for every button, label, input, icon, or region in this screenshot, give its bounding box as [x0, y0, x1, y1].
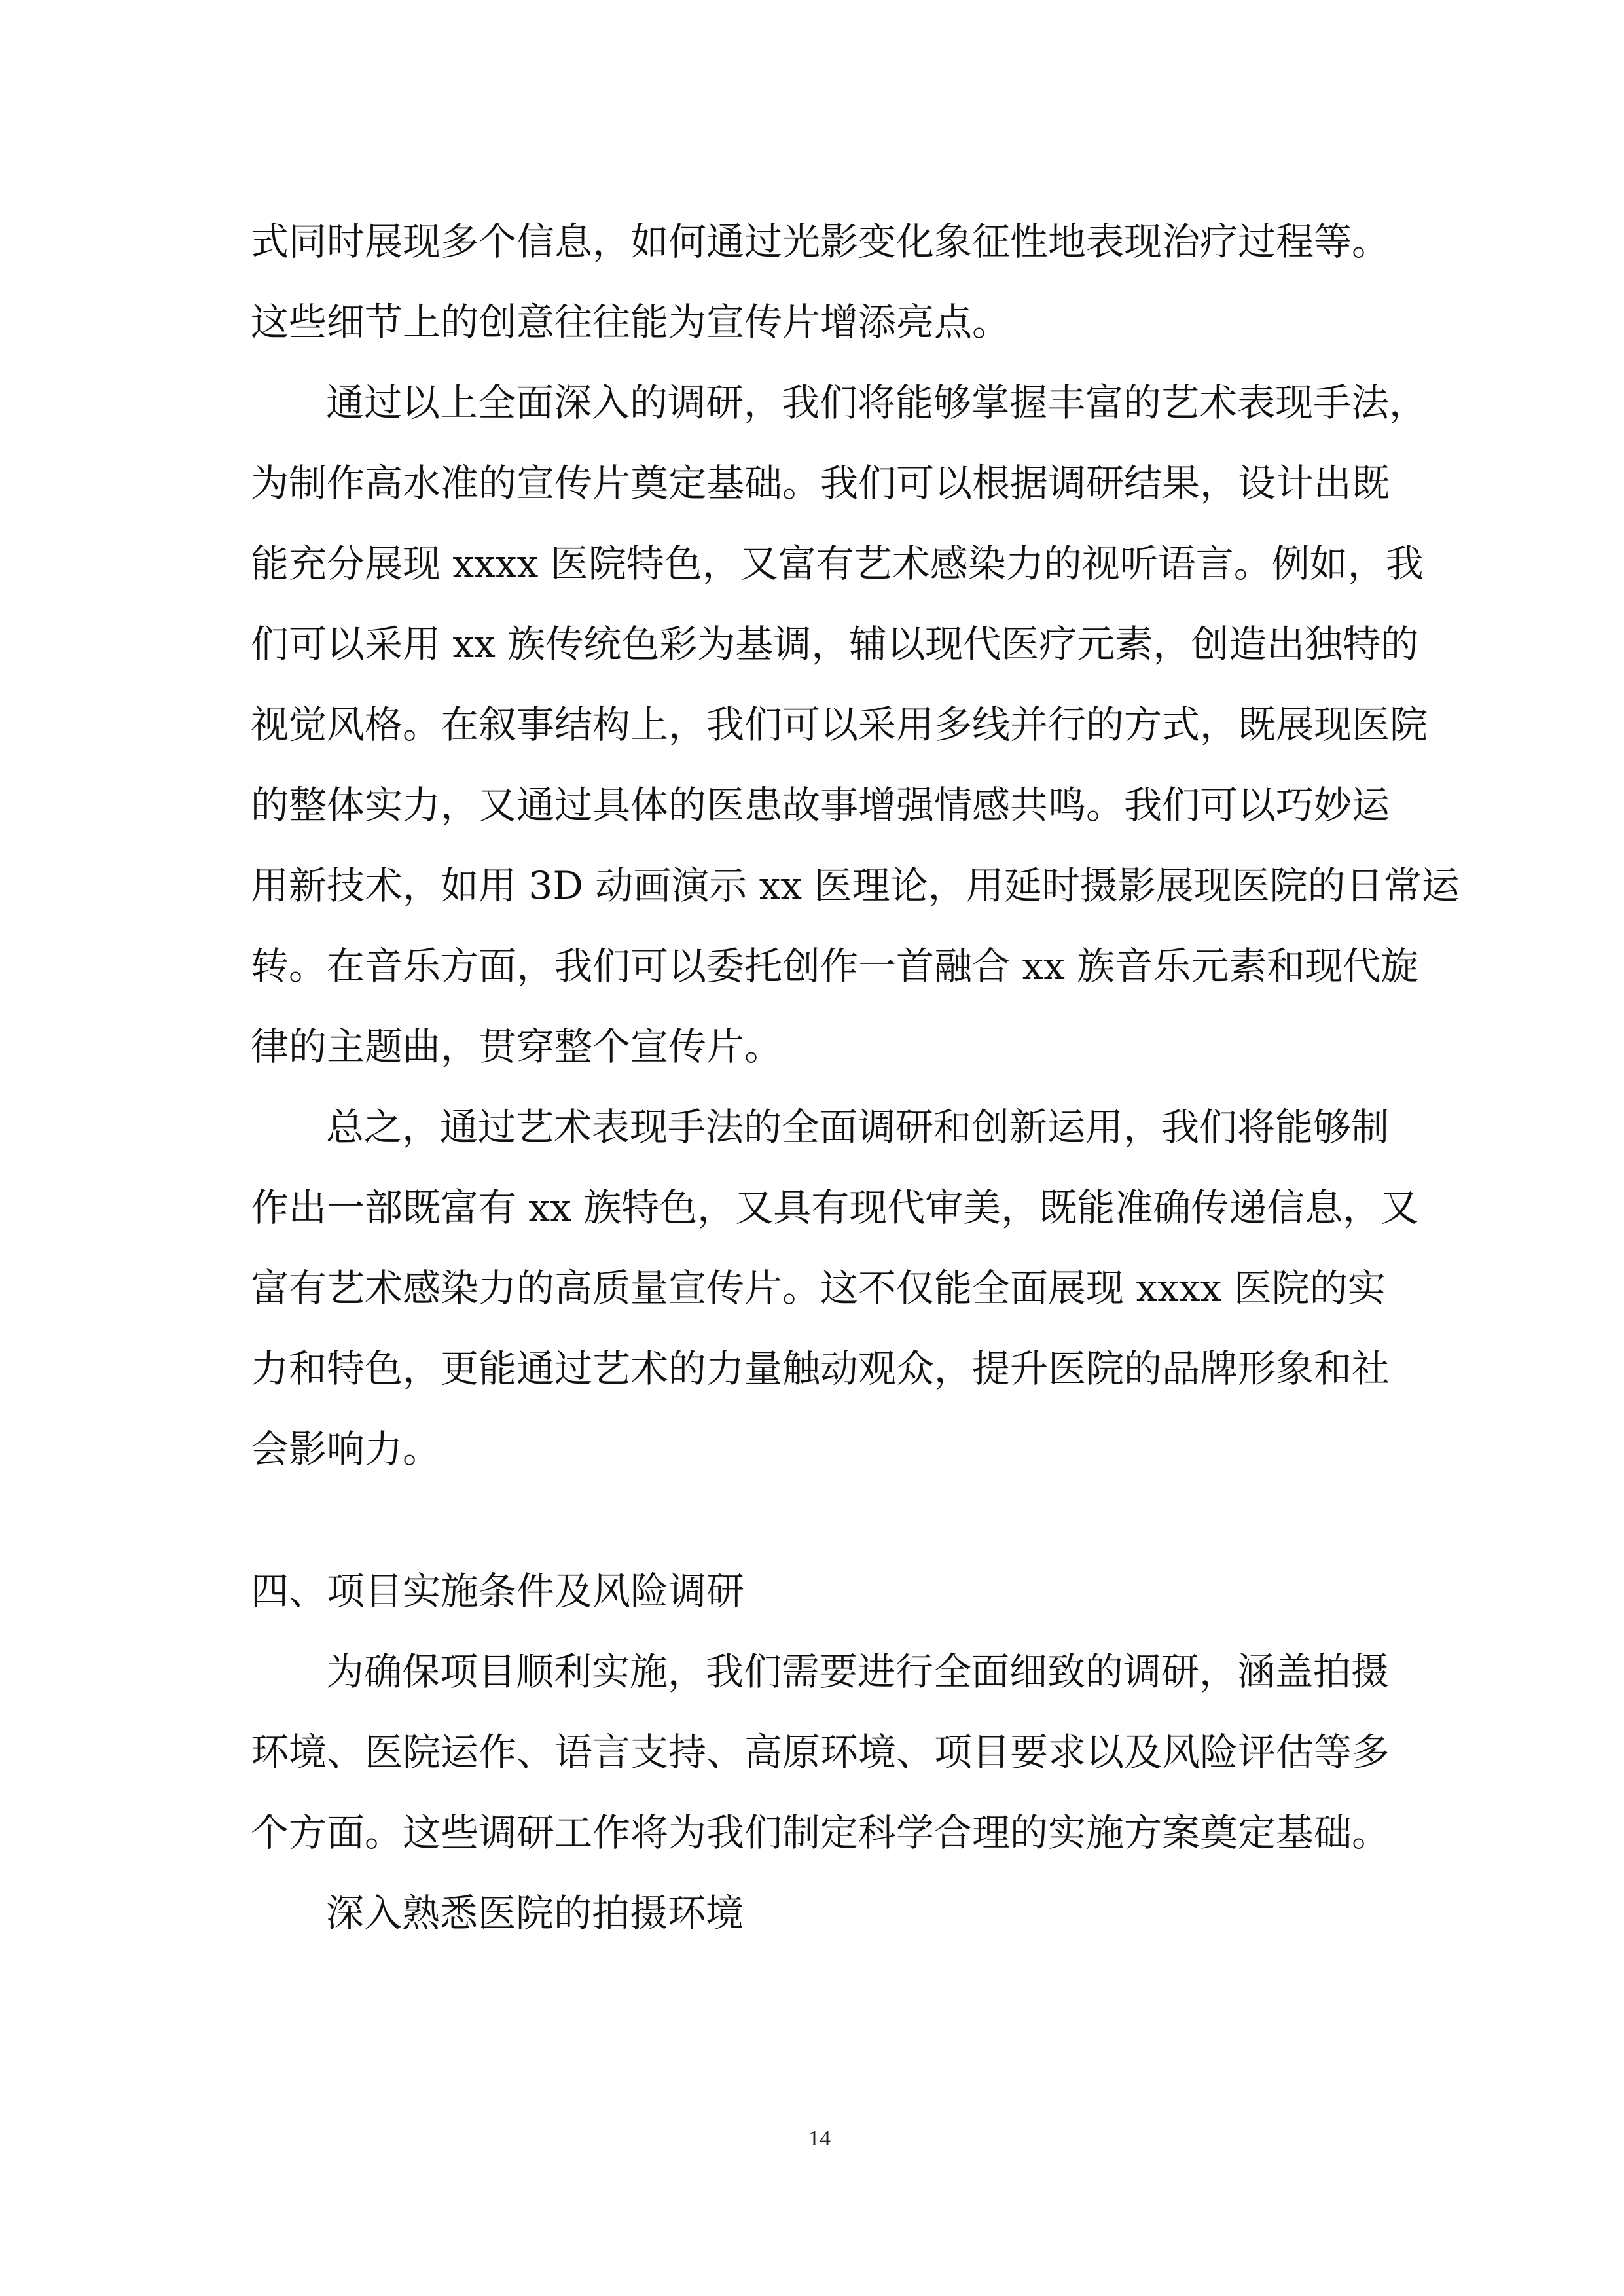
paragraph-3-line-3: 富有艺术感染力的高质量宣传片。这不仅能全面展现 xxxx 医院的实 — [251, 1266, 1386, 1310]
paragraph-2-line-5: 视觉风格。在叙事结构上，我们可以采用多线并行的方式，既展现医院 — [251, 702, 1428, 747]
paragraph-1-line-1: 式同时展现多个信息，如何通过光影变化象征性地表现治疗过程等。 — [251, 219, 1390, 264]
subsection-title: 深入熟悉医院的拍摄环境 — [326, 1891, 744, 1935]
paragraph-1-line-2: 这些细节上的创意往往能为宣传片增添亮点。 — [251, 300, 1011, 344]
paragraph-2-line-6: 的整体实力，又通过具体的医患故事增强情感共鸣。我们可以巧妙运 — [251, 783, 1390, 827]
paragraph-4-line-3: 个方面。这些调研工作将为我们制定科学合理的实施方案奠定基础。 — [251, 1810, 1390, 1855]
paragraph-3-line-5: 会影响力。 — [251, 1427, 441, 1471]
paragraph-4-line-1: 为确保项目顺利实施，我们需要进行全面细致的调研，涵盖拍摄 — [326, 1649, 1390, 1694]
paragraph-2-line-9: 律的主题曲，贯穿整个宣传片。 — [251, 1024, 783, 1069]
paragraph-4-line-2: 环境、医院运作、语言支持、高原环境、项目要求以及风险评估等多 — [251, 1730, 1390, 1774]
paragraph-2-line-7: 用新技术，如用 3D 动画演示 xx 医理论，用延时摄影展现医院的日常运 — [251, 863, 1460, 908]
paragraph-3-line-2: 作出一部既富有 xx 族特色，又具有现代审美，既能准确传递信息，又 — [251, 1185, 1419, 1230]
paragraph-2-line-2: 为制作高水准的宣传片奠定基础。我们可以根据调研结果，设计出既 — [251, 461, 1390, 505]
paragraph-2-line-4: 们可以采用 xx 族传统色彩为基调，辅以现代医疗元素，创造出独特的 — [251, 622, 1419, 666]
paragraph-2-line-3: 能充分展现 xxxx 医院特色，又富有艺术感染力的视听语言。例如，我 — [251, 541, 1424, 586]
paragraph-2-line-1: 通过以上全面深入的调研，我们将能够掌握丰富的艺术表现手法， — [326, 380, 1428, 425]
paragraph-3-line-4: 力和特色，更能通过艺术的力量触动观众，提升医院的品牌形象和社 — [251, 1346, 1390, 1391]
page-number: 14 — [808, 2126, 831, 2151]
paragraph-2-line-8: 转。在音乐方面，我们可以委托创作一首融合 xx 族音乐元素和现代旋 — [251, 944, 1419, 988]
section-heading-4: 四、项目实施条件及风险调研 — [251, 1569, 745, 1613]
paragraph-3-line-1: 总之，通过艺术表现手法的全面调研和创新运用，我们将能够制 — [326, 1105, 1390, 1149]
